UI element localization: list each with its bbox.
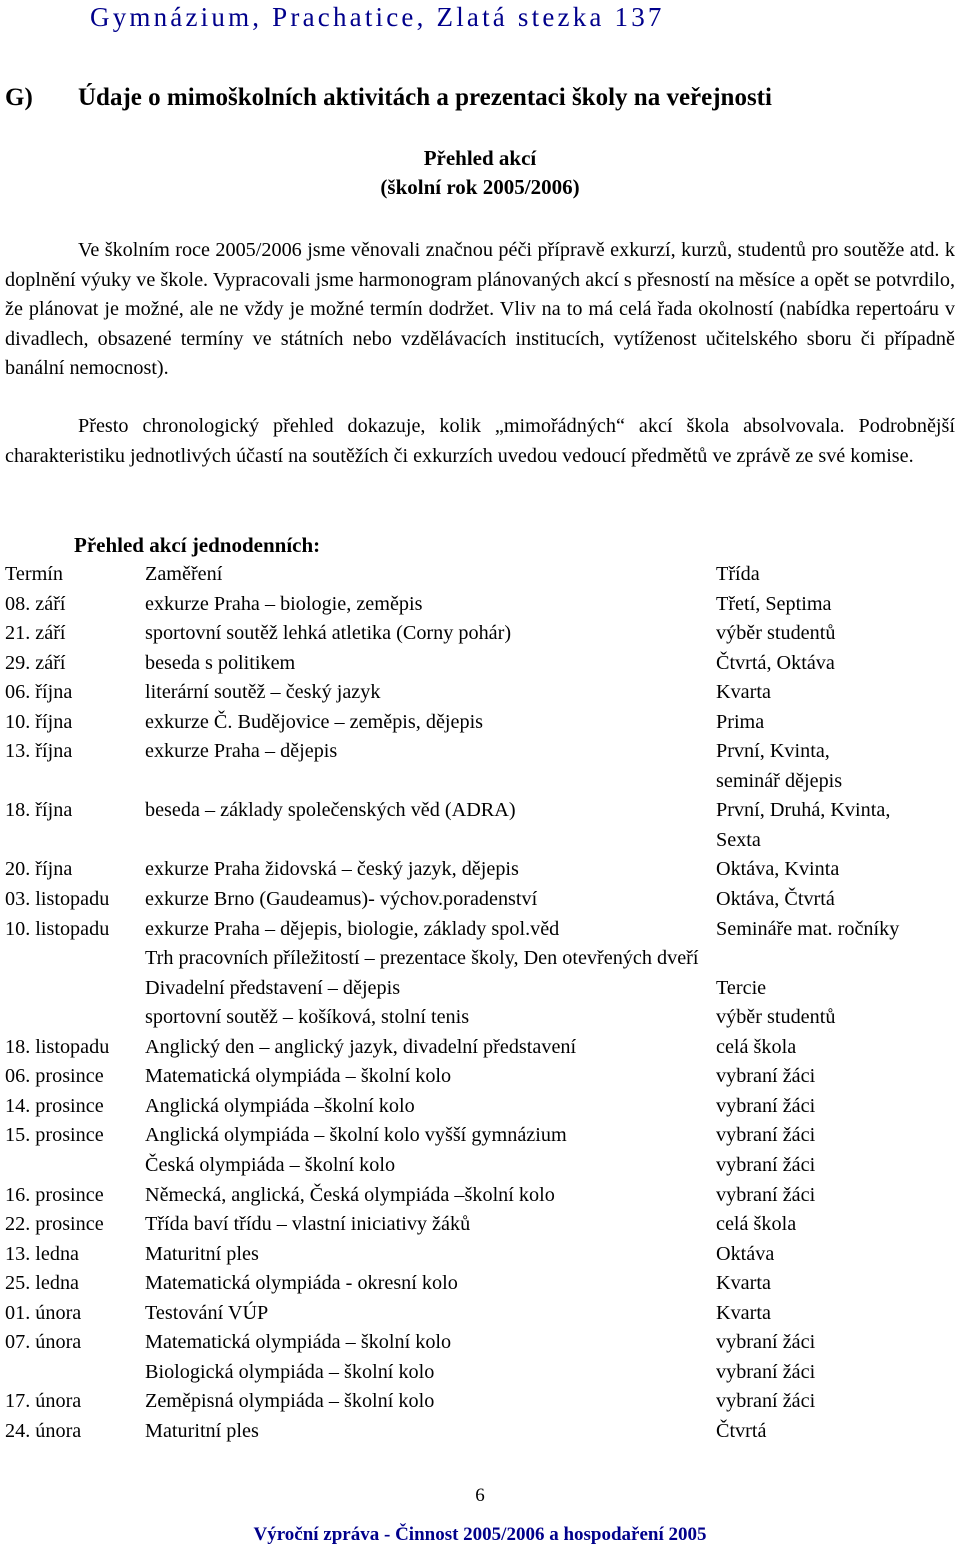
event-focus: Česká olympiáda – školní kolo [145,1153,396,1176]
table-row [0,1181,960,1211]
event-date: 17. února [5,1390,82,1413]
summary-paragraph: Přesto chronologický přehled dokazuje, kolik „mimořádných“ akcí škola absolvovala. Podrobnější charakteristiku jednotlivých účastí na soutěžích či exkurzích uvedou vedoucí předmětů ve zprávě ze své komise. [5,415,955,467]
event-focus: literární soutěž – český jazyk [145,681,381,704]
event-focus: Divadelní představení – dějepis [145,976,401,999]
header-date: Termín [5,563,64,585]
table-title: Přehled akcí jednodenních: [74,533,321,557]
event-class: seminář dějepis [716,769,843,792]
event-focus: Matematická olympiáda – školní kolo [145,1331,452,1354]
table-row [0,1240,960,1270]
table-row [0,767,960,797]
event-focus: Testování VÚP [145,1301,269,1324]
event-class: Kvarta [716,1301,771,1324]
school-year: (školní rok 2005/2006) [380,175,580,199]
table-row [0,1269,960,1299]
event-class: vybraní žáci [716,1183,816,1206]
event-class: Oktáva [716,1242,775,1265]
event-class: Kvarta [716,681,771,704]
event-focus: beseda – základy společenských věd (ADRA) [145,799,516,822]
table-row [0,885,960,915]
table-row [0,678,960,708]
table-row [0,1328,960,1358]
event-date: 07. února [5,1331,82,1354]
table-row [0,737,960,767]
table-row [0,1210,960,1240]
table-row [0,649,960,679]
event-focus: Maturitní ples [145,1419,259,1442]
overview-title: Přehled akcí [423,146,537,170]
event-focus: exkurze Č. Budějovice – zeměpis, dějepis [145,710,484,733]
event-date: 25. ledna [5,1272,79,1295]
table-row [0,1121,960,1151]
header-class: Třída [716,563,760,585]
event-focus: Anglická olympiáda –školní kolo [145,1094,415,1117]
event-focus: Anglický den – anglický jazyk, divadelní představení [145,1035,577,1058]
event-date: 21. září [5,622,66,645]
table-row [0,915,960,945]
event-focus: Německá, anglická, Česká olympiáda –školní kolo [145,1183,555,1206]
event-class: Semináře mat. ročníky [716,917,900,940]
event-date: 18. listopadu [5,1035,110,1058]
table-row [0,1358,960,1388]
event-date: 03. listopadu [5,888,110,910]
intro-paragraph: Ve školním roce 2005/2006 jsme věnovali značnou péči přípravě exkurzí, kurzů, studentů pro soutěže atd. k doplnění výuky ve škole. Vypracovali jsme harmonogram plánovaných akcí s přesností na měsíce a opět se potvrdilo, že plánovat je možné, ale ne vždy je možné termín dodržet. Vliv na to má celá řada okolností (nabídka repertoáru v divadlech, obsazené termíny ve státních nebo vzdělávacích institucích, vytíženost učitelského sboru či případně banální nemocnost). [5,239,955,379]
table-row [0,974,960,1004]
event-class: celá škola [716,1035,797,1058]
event-date: 06. října [5,681,73,704]
table-row [0,1062,960,1092]
event-date: 13. ledna [5,1242,79,1265]
event-focus: Matematická olympiáda – školní kolo [145,1065,452,1088]
event-date: 14. prosince [5,1094,104,1117]
event-focus: Matematická olympiáda - okresní kolo [145,1272,458,1295]
event-date: 16. prosince [5,1183,104,1206]
section-letter: G) [5,84,33,111]
event-focus: Biologická olympiáda – školní kolo [145,1360,435,1383]
event-class: vybraní žáci [716,1331,816,1354]
table-row [0,708,960,738]
event-class: vybraní žáci [716,1094,816,1117]
header-focus: Zaměření [145,563,223,585]
event-date: 08. září [5,592,66,615]
table-header-row [0,560,960,590]
event-focus: exkurze Praha židovská – český jazyk, dějepis [145,858,519,881]
event-date: 10. listopadu [5,917,110,940]
event-class: Oktáva, Čtvrtá [716,888,835,910]
event-date: 24. února [5,1419,82,1442]
event-focus: exkurze Brno (Gaudeamus)- výchov.poradenství [145,888,538,910]
table-row [0,590,960,620]
page-header: Gymnázium, Prachatice, Zlatá stezka 137 [90,2,665,32]
event-class: První, Druhá, Kvinta, [716,799,891,822]
table-row [0,1003,960,1033]
event-class: vybraní žáci [716,1153,816,1176]
event-focus: Třída baví třídu – vlastní iniciativy žáků [145,1213,471,1236]
event-class: Kvarta [716,1272,771,1295]
event-focus: exkurze Praha – biologie, zeměpis [145,592,423,615]
event-focus: Zeměpisná olympiáda – školní kolo [145,1390,435,1413]
event-class: Tercie [716,976,767,999]
event-class: Čtvrtá [716,1419,767,1442]
table-row [0,1033,960,1063]
event-focus: Maturitní ples [145,1242,259,1265]
table-row [0,1387,960,1417]
event-date: 20. října [5,858,73,881]
event-class: vybraní žáci [716,1360,816,1383]
section-title: Údaje o mimoškolních aktivitách a prezentaci školy na veřejnosti [78,84,772,111]
event-focus: exkurze Praha – dějepis [145,740,338,763]
event-class: celá škola [716,1213,797,1236]
table-row [0,855,960,885]
event-date: 01. února [5,1301,82,1324]
event-focus: beseda s politikem [145,651,296,674]
event-class: První, Kvinta, [716,740,830,763]
event-date: 22. prosince [5,1213,104,1236]
event-focus: sportovní soutěž lehká atletika (Corny pohár) [145,622,512,645]
table-row [0,1417,960,1447]
event-date: 10. října [5,710,73,733]
event-class: Čtvrtá, Oktáva [716,651,835,674]
table-row [0,1151,960,1181]
table-row [0,826,960,856]
page-footer: Výroční zpráva - Činnost 2005/2006 a hospodaření 2005 [253,1524,707,1545]
event-focus: sportovní soutěž – košíková, stolní tenis [145,1006,470,1029]
table-row [0,796,960,826]
event-class: vybraní žáci [716,1065,816,1088]
table-row [0,619,960,649]
event-focus: exkurze Praha – dějepis, biologie, základy spol.věd [145,917,560,940]
event-class: Třetí, Septima [716,592,832,615]
table-row [0,1092,960,1122]
event-class: vybraní žáci [716,1124,816,1147]
table-row [0,944,960,974]
event-date: 13. října [5,740,73,763]
event-date: 15. prosince [5,1124,104,1147]
event-class: Sexta [716,828,761,851]
table-row [0,1299,960,1329]
event-class: výběr studentů [716,1006,836,1029]
event-class: vybraní žáci [716,1390,816,1413]
event-date: 06. prosince [5,1065,104,1088]
event-class: výběr studentů [716,622,836,645]
event-focus: Trh pracovních příležitostí – prezentace školy, Den otevřených dveří [145,947,699,970]
event-date: 29. září [5,651,66,674]
event-class: Oktáva, Kvinta [716,858,840,881]
event-class: Prima [716,710,765,733]
event-focus: Anglická olympiáda – školní kolo vyšší gymnázium [145,1124,567,1147]
page-number: 6 [475,1485,485,1506]
event-date: 18. října [5,799,73,822]
